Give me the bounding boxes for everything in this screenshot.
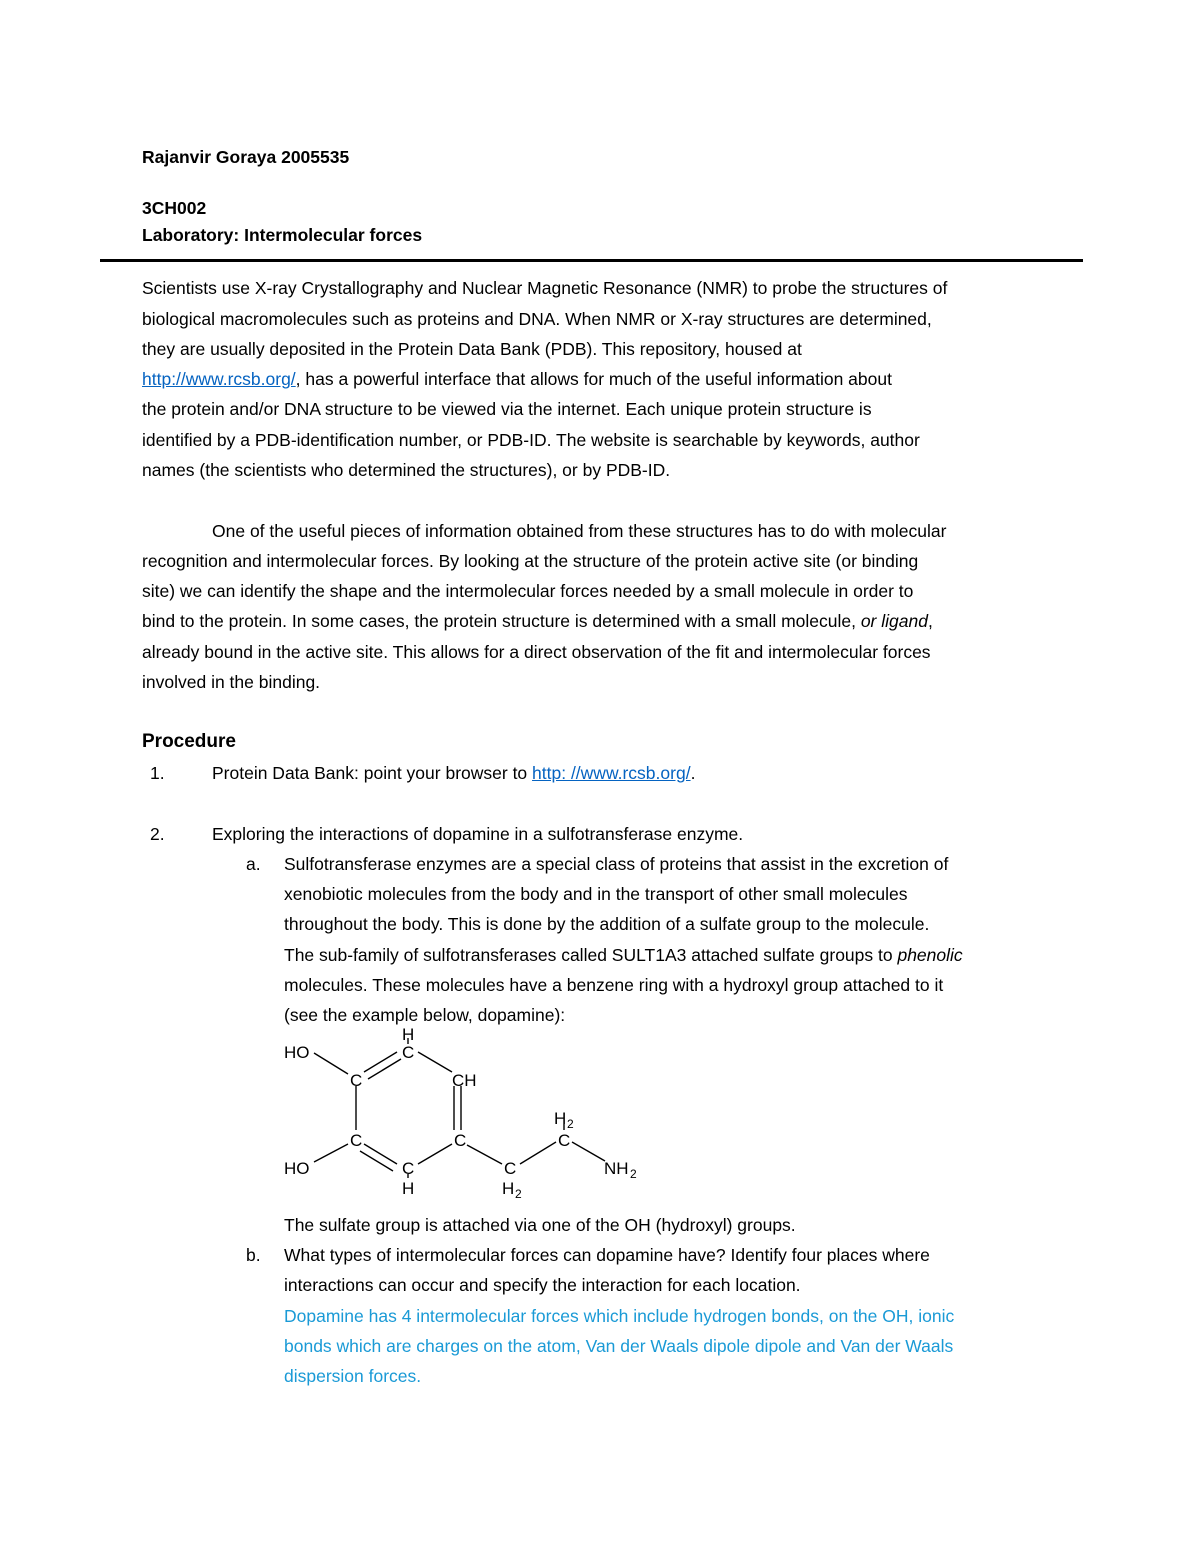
para2-line: site) we can identify the shape and the intermolecular forces needed by a small molecule in order to xyxy=(142,581,914,601)
header-divider xyxy=(100,259,1083,262)
atom-label: H xyxy=(502,1179,515,1198)
atom-label: H xyxy=(402,1179,415,1198)
sub-item-label: a. xyxy=(246,854,261,874)
item-period: . xyxy=(690,763,696,783)
atom-subscript: 2 xyxy=(567,1117,574,1131)
para2-comma: , xyxy=(927,611,933,631)
author-line: Rajanvir Goraya 2005535 xyxy=(142,147,350,167)
sub-item-a-line: (see the example below, dopamine): xyxy=(284,1005,566,1025)
atom-label: HO xyxy=(284,1159,310,1178)
para2-line: recognition and intermolecular forces. By looking at the structure of the protein active site (or binding xyxy=(142,551,919,571)
intro-line: biological macromolecules such as proteins and DNA. When NMR or X-ray structures are determined, xyxy=(142,309,932,329)
atom-subscript: 2 xyxy=(630,1167,637,1181)
intro-line: names (the scientists who determined the structures), or by PDB-ID. xyxy=(142,460,671,480)
atom-label: H xyxy=(402,1025,415,1044)
para2-line xyxy=(142,610,933,632)
sub-item-label: b. xyxy=(246,1245,261,1265)
course-code: 3CH002 xyxy=(142,198,207,218)
bond-lines xyxy=(314,1038,605,1178)
sub-item-a-line: xenobiotic molecules from the body and in the transport of other small molecules xyxy=(284,884,908,904)
intro-line-rest: , has a powerful interface that allows for much of the useful information about xyxy=(295,369,892,389)
atom-label: C xyxy=(504,1159,517,1178)
lab-title: Laboratory: Intermolecular forces xyxy=(142,225,423,245)
para2-line: One of the useful pieces of information obtained from these structures has to do with molecular xyxy=(212,521,947,541)
intro-line: identified by a PDB-identification number, or PDB-ID. The website is searchable by keywords, author xyxy=(142,430,920,450)
phenolic-term: phenolic xyxy=(897,945,963,965)
sub-item-a-line: Sulfotransferase enzymes are a special class of proteins that assist in the excretion of xyxy=(284,854,949,874)
answer-line: bonds which are charges on the atom, Van der Waals dipole dipole and Van der Waals xyxy=(284,1336,954,1356)
sub-item-text: The sub-family of sulfotransferases called SULT1A3 attached sulfate groups to xyxy=(284,945,898,965)
para2-line: involved in the binding. xyxy=(142,672,321,692)
sub-item-a-line: molecules. These molecules have a benzene ring with a hydroxyl group attached to it xyxy=(284,975,944,995)
answer-line: Dopamine has 4 intermolecular forces which include hydrogen bonds, on the OH, ionic xyxy=(284,1306,955,1326)
item-text: Protein Data Bank: point your browser to xyxy=(212,763,533,783)
atom-label: C xyxy=(402,1159,415,1178)
intro-line: the protein and/or DNA structure to be viewed via the internet. Each unique protein structure is xyxy=(142,399,872,419)
procedure-item-2: Exploring the interactions of dopamine in a sulfotransferase enzyme. xyxy=(212,824,744,844)
dopamine-structure xyxy=(280,1024,650,1204)
para2-text: bind to the protein. In some cases, the protein structure is determined with a small molecule, xyxy=(142,611,861,631)
atom-label: HO xyxy=(284,1043,310,1062)
sub-item-a-line xyxy=(284,944,963,966)
atom-label: C xyxy=(454,1131,467,1150)
intro-line: they are usually deposited in the Protein Data Bank (PDB). This repository, housed at xyxy=(142,339,802,359)
atom-label: C xyxy=(350,1131,363,1150)
sub-item-b-line: What types of intermolecular forces can dopamine have? Identify four places where xyxy=(284,1245,930,1265)
list-number: 1. xyxy=(150,763,165,783)
atom-label: C xyxy=(558,1131,571,1150)
answer-line: dispersion forces. xyxy=(284,1366,422,1386)
procedure-item-1 xyxy=(212,762,695,784)
rcsb-link-2[interactable]: http: //www.rcsb.org/ xyxy=(532,763,691,783)
intro-line xyxy=(142,368,892,390)
atom-label: C xyxy=(402,1043,415,1062)
atom-label: NH xyxy=(604,1159,629,1178)
sub-item-a-line: throughout the body. This is done by the addition of a sulfate group to the molecule. xyxy=(284,914,930,934)
para2-line: already bound in the active site. This allows for a direct observation of the fit and intermolecular forces xyxy=(142,642,931,662)
intro-line: Scientists use X-ray Crystallography and Nuclear Magnetic Resonance (NMR) to probe the structures of xyxy=(142,278,948,298)
atom-label: CH xyxy=(452,1071,477,1090)
rcsb-link[interactable]: http://www.rcsb.org/ xyxy=(142,369,296,389)
ligand-term: or ligand xyxy=(860,611,928,631)
sub-item-b-line: interactions can occur and specify the interaction for each location. xyxy=(284,1275,801,1295)
sub-item-a-note: The sulfate group is attached via one of the OH (hydroxyl) groups. xyxy=(284,1215,796,1235)
procedure-heading: Procedure xyxy=(142,731,236,752)
atom-label: H xyxy=(554,1109,567,1128)
atom-label: C xyxy=(350,1071,363,1090)
atom-subscript: 2 xyxy=(515,1187,522,1201)
list-number: 2. xyxy=(150,824,165,844)
